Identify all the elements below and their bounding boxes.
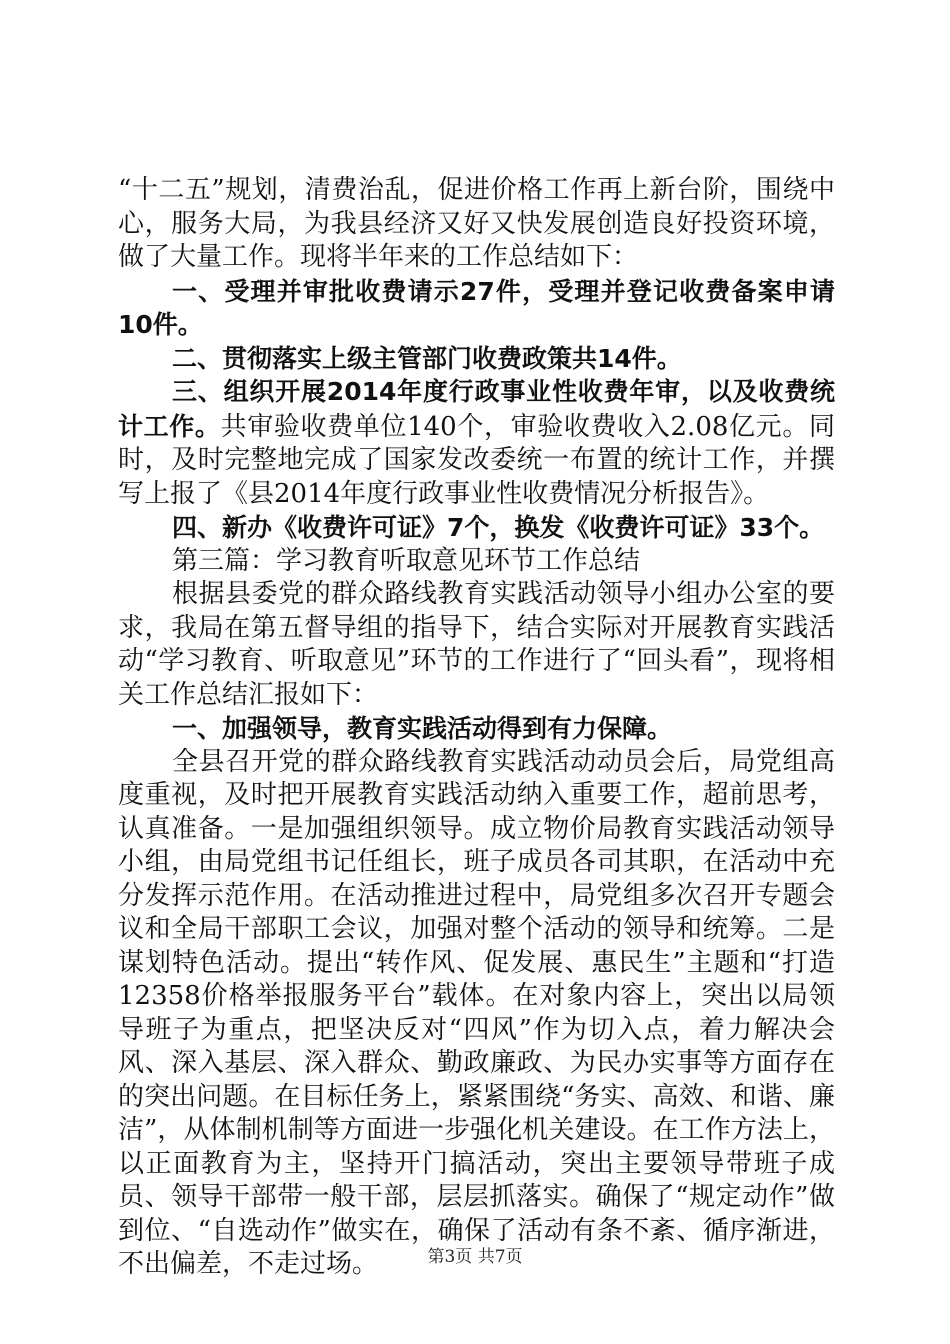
paragraph-item-2: 二、贯彻落实上级主管部门收费政策共14件。 xyxy=(172,343,682,373)
paragraph-subsection-body: 全县召开党的群众路线教育实践活动动员会后，局党组高度重视，及时把开展教育实践活动纳入重要工作，超前思考，认真准备。一是加强组织领导。成立物价局教育实践活动领导小组，由局党组书记任组长，班子成员各司其职，在活动中充分发挥示范作用。在活动推进过程中，局党组多次召开专题会议和全局干部职工会议，加强对整个活动的领导和统筹。二是谋划特色活动。提出“转作风、促发展、惠民生”主题和“打造12358价格举报服务平台”载体。在对象内容上，突出以局领导班子为重点，把坚决反对“四风”作为切入点，着力解决会风、深入基层、深入群众、勤政廉政、为民办实事等方面存在的突出问题。在目标任务上，紧紧围绕“务实、高效、和谐、廉洁”，从体制机制等方面进一步强化机关建设。在工作方法上，以正面教育为主，坚持开门搞活动，突出主要领导带班子成员、领导干部带一般干部，层层抓落实。确保了“规定动作”做到位、“自选动作”做实在，确保了活动有条不紊、循序渐进，不出偏差，不走过场。 xyxy=(118,746,835,1279)
paragraph-item-3-heading: 三、组织开展2014年度行政事业性收费年审，以及收费统计工作。 xyxy=(118,377,835,441)
paragraph-section-intro: 根据县委党的群众路线教育实践活动领导小组办公室的要求，我局在第五督导组的指导下，结合实际对开展教育实践活动“学习教育、听取意见”环节的工作进行了“回头看”，现将相关工作总结汇报如下： xyxy=(118,579,835,710)
section-title: 第三篇：学习教育听取意见环节工作总结 xyxy=(172,545,641,576)
subsection-heading: 一、加强领导，教育实践活动得到有力保障。 xyxy=(172,714,673,743)
document-body xyxy=(118,174,835,1282)
paragraph-intro-continuation: “十二五”规划，清费治乱，促进价格工作再上新台阶，围绕中心，服务大局，为我县经济又好又快发展创造良好投资环境，做了大量工作。现将半年来的工作总结如下： xyxy=(118,175,835,272)
paragraph-item-3 xyxy=(118,375,835,511)
page-number-footer: 第3页 共7页 xyxy=(427,1247,523,1267)
paragraph-item-4: 四、新办《收费许可证》7个，换发《收费许可证》33个。 xyxy=(172,513,825,542)
paragraph-item-3-body: 共审验收费单位140个，审验收费收入2.08亿元。同时，及时完整地完成了国家发改委统一布置的统计工作，并撰写上报了《县2014年度行政事业性收费情况分析报告》。 xyxy=(118,411,835,509)
paragraph-item-1: 一、受理并审批收费请示27件，受理并登记收费备案申请10件。 xyxy=(118,276,835,339)
